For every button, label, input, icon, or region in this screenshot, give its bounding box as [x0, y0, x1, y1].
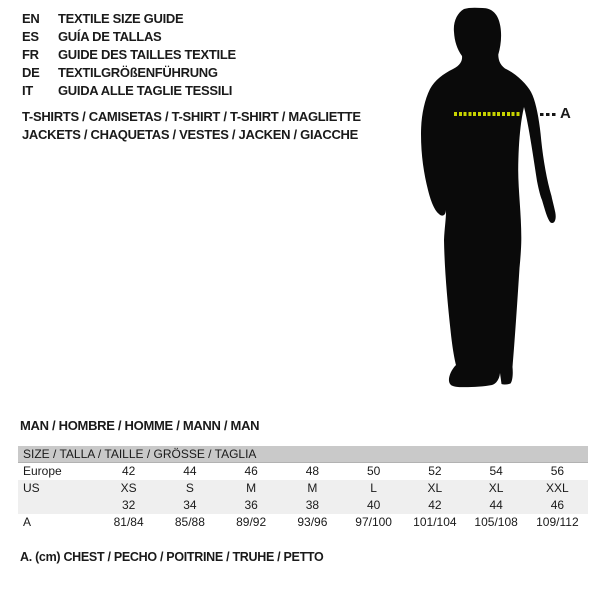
size-table-header: SIZE / TALLA / TAILLE / GRÖSSE / TAGLIA — [18, 446, 588, 463]
row-label — [18, 497, 98, 514]
table-cell: XXL — [546, 481, 569, 495]
size-table-body — [18, 463, 588, 531]
language-code: EN — [22, 11, 40, 26]
table-cell: S — [185, 481, 194, 495]
row-label: Europe — [23, 464, 62, 478]
table-cell: 36 — [244, 498, 258, 512]
table-cell: 46 — [244, 464, 258, 478]
table-cell: 97/100 — [355, 515, 392, 529]
language-title: GUÍA DE TALLAS — [58, 29, 162, 44]
table-cell: XL — [488, 481, 504, 495]
table-cell: 105/108 — [474, 515, 518, 529]
measurement-a-label: A — [560, 105, 571, 122]
table-cell: L — [370, 481, 377, 495]
table-cell: 85/88 — [174, 515, 205, 529]
product-line-jackets: JACKETS / CHAQUETAS / VESTES / JACKEN / GIACCHE — [22, 127, 358, 142]
table-cell: 34 — [183, 498, 197, 512]
table-row — [18, 480, 588, 497]
language-code: DE — [22, 65, 40, 80]
table-cell: M — [307, 481, 318, 495]
chest-measure-dashes-callout — [540, 113, 558, 116]
table-cell: 93/96 — [297, 515, 328, 529]
language-row-fr — [22, 46, 236, 64]
table-cell: 32 — [121, 498, 136, 512]
table-cell: XL — [427, 481, 443, 495]
language-row-en — [22, 10, 236, 28]
table-cell: 44 — [183, 464, 197, 478]
language-title: GUIDA ALLE TAGLIE TESSILI — [58, 83, 233, 98]
table-row — [18, 463, 588, 480]
size-table — [18, 446, 588, 531]
language-title: TEXTILE SIZE GUIDE — [58, 11, 184, 26]
table-cell: 38 — [305, 498, 320, 512]
language-list — [22, 10, 236, 100]
language-code: ES — [22, 29, 39, 44]
language-row-it — [22, 82, 236, 100]
footnote-chest: A. (cm) CHEST / PECHO / POITRINE / TRUHE / PETTO — [20, 550, 324, 564]
language-title: GUIDE DES TAILLES TEXTILE — [58, 47, 236, 62]
chest-measure-dashes-on-body — [454, 112, 520, 116]
table-cell: 40 — [366, 498, 381, 512]
table-cell: 101/104 — [413, 515, 457, 529]
language-code: FR — [22, 47, 39, 62]
table-cell: XS — [120, 481, 137, 495]
table-cell: 42 — [428, 498, 442, 512]
table-cell: 109/112 — [536, 515, 579, 529]
language-row-es — [22, 28, 236, 46]
man-silhouette-icon — [400, 0, 600, 400]
table-row — [18, 514, 588, 531]
row-label: US — [23, 481, 40, 495]
section-heading-man: MAN / HOMBRE / HOMME / MANN / MAN — [20, 418, 260, 433]
language-title: TEXTILGRÖßENFÜHRUNG — [58, 65, 218, 80]
table-cell: 42 — [121, 464, 136, 478]
product-line-tshirts: T-SHIRTS / CAMISETAS / T-SHIRT / T-SHIRT / MAGLIETTE — [22, 109, 361, 124]
table-cell: 46 — [550, 498, 565, 512]
table-cell: 50 — [366, 464, 381, 478]
table-cell: 81/84 — [113, 515, 144, 529]
table-row — [18, 497, 588, 514]
table-cell: 48 — [305, 464, 320, 478]
product-type-lines — [22, 108, 361, 144]
table-cell: 89/92 — [236, 515, 267, 529]
language-code: IT — [22, 83, 33, 98]
table-cell: 44 — [489, 498, 503, 512]
table-cell: 56 — [550, 464, 565, 478]
table-cell: 52 — [428, 464, 442, 478]
table-cell: M — [246, 481, 257, 495]
man-silhouette-figure — [400, 0, 600, 400]
table-cell: 54 — [489, 464, 503, 478]
language-row-de — [22, 64, 236, 82]
row-label: A — [23, 515, 32, 529]
